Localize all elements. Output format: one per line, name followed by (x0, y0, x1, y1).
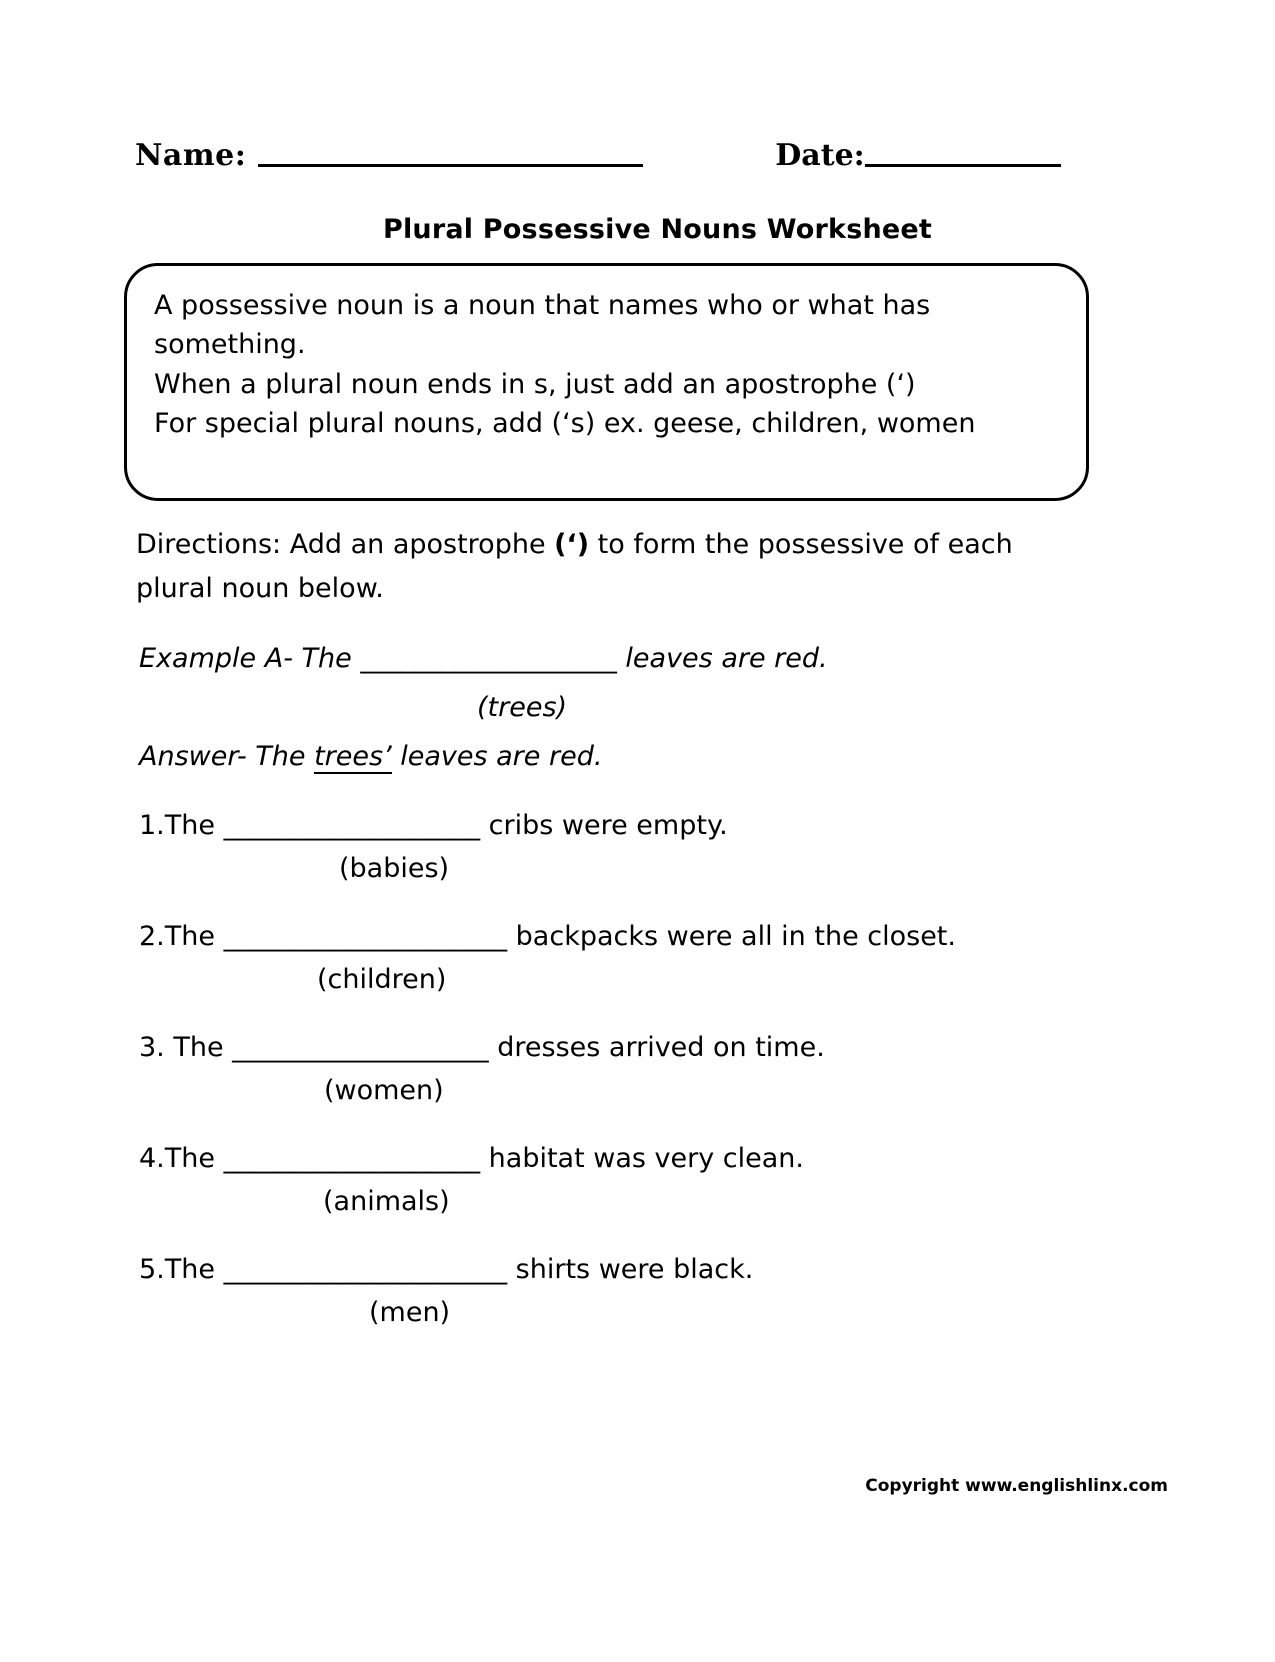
question-lead: The (164, 1143, 215, 1174)
directions-after: to form the possessive of each plural noun below. (136, 529, 1013, 604)
list-item (139, 810, 1169, 884)
example-line (139, 643, 828, 674)
answer-blank[interactable]: _____________________ (223, 921, 508, 952)
header (135, 138, 1145, 173)
definition-box (124, 263, 1089, 501)
example-block (139, 645, 1139, 770)
question-hint: (women) (324, 1075, 444, 1106)
name-blank-field[interactable] (258, 164, 643, 167)
list-item (139, 1143, 1169, 1217)
answer-suffix: leaves are red. (391, 741, 603, 772)
question-line (139, 1254, 753, 1285)
question-hint: (children) (317, 964, 447, 995)
definition-line-4: For special plural nouns, add (‘s) ex. geese, children, women (154, 408, 976, 440)
directions (136, 523, 1036, 610)
question-line (139, 1032, 825, 1063)
question-hint: (men) (369, 1297, 451, 1328)
question-lead: The (164, 921, 215, 952)
example-word: (trees) (477, 692, 568, 723)
example-tail: leaves are red. (625, 643, 828, 674)
question-lead: The (164, 1254, 215, 1285)
question-number: 4. (139, 1143, 165, 1174)
question-tail: backpacks were all in the closet. (515, 921, 956, 952)
question-line (139, 921, 956, 952)
example-blank: ___________________ (360, 643, 617, 674)
question-tail: dresses arrived on time. (497, 1032, 825, 1063)
question-number: 3. (139, 1032, 165, 1063)
question-lead: The (164, 810, 215, 841)
question-lead: The (164, 1032, 224, 1063)
example-label: Example A- The (139, 643, 352, 674)
list-item (139, 1032, 1169, 1106)
answer-prefix: Answer- The (139, 741, 315, 772)
question-line (139, 1143, 804, 1174)
question-list (139, 810, 1169, 1365)
page-title: Plural Possessive Nouns Worksheet (382, 214, 933, 245)
answer-blank[interactable]: ___________________ (232, 1032, 489, 1063)
question-tail: shirts were black. (515, 1254, 754, 1285)
question-hint: (babies) (339, 853, 450, 884)
question-hint: (animals) (323, 1186, 450, 1217)
question-number: 2. (139, 921, 165, 952)
question-line (139, 810, 728, 841)
question-number: 5. (139, 1254, 165, 1285)
definition-line-2: something. (154, 329, 306, 361)
directions-apostrophe: (‘) (554, 529, 590, 560)
name-label: Name: (135, 138, 247, 173)
question-number: 1. (139, 810, 165, 841)
list-item (139, 921, 1169, 995)
answer-word: trees’ (314, 741, 392, 772)
answer-blank[interactable]: ___________________ (223, 1143, 481, 1174)
definition-line-3: When a plural noun ends in s, just add an apostrophe (‘) (154, 368, 916, 400)
directions-before: Directions: Add an apostrophe (136, 529, 555, 560)
answer-blank[interactable]: _____________________ (223, 1254, 508, 1285)
copyright-notice: Copyright www.englishlinx.com (865, 1476, 1168, 1496)
date-blank-field[interactable] (865, 164, 1061, 167)
definition-line-1: A possessive noun is a noun that names who or what has (154, 290, 931, 321)
question-tail: cribs were empty. (488, 810, 728, 841)
answer-blank[interactable]: ___________________ (223, 810, 481, 841)
date-label: Date: (775, 138, 865, 173)
example-answer (139, 743, 1139, 770)
list-item (139, 1254, 1169, 1328)
question-tail: habitat was very clean. (488, 1143, 804, 1174)
